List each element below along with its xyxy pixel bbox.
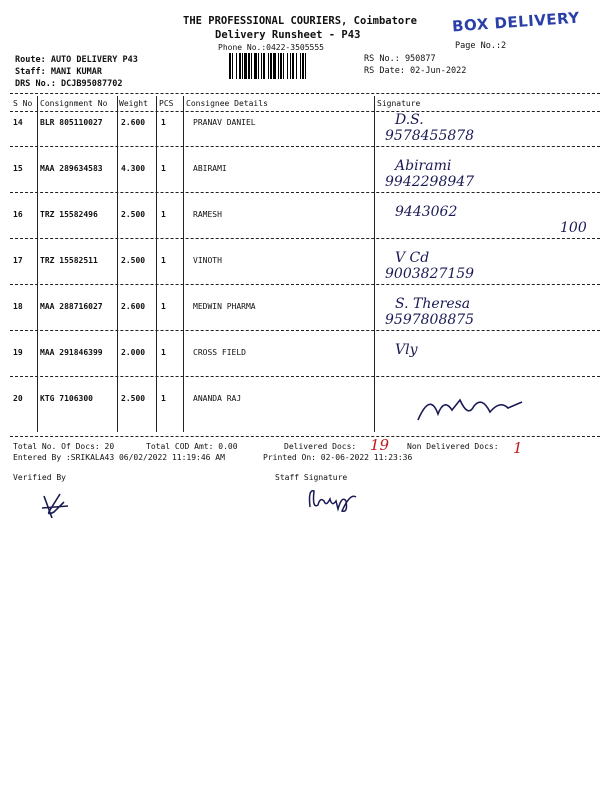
box-delivery-stamp: BOX DELIVERY: [451, 8, 581, 36]
cell-consignee: VINOTH: [193, 256, 222, 265]
non-delivered-value: 1: [513, 439, 523, 457]
non-delivered-label: Non Delivered Docs:: [407, 442, 499, 451]
signature-scribble: [412, 388, 542, 428]
total-docs: Total No. Of Docs: 20: [13, 442, 115, 451]
cell-pcs: 1: [161, 348, 166, 357]
row-divider: [10, 284, 600, 285]
column-header-pcs: PCS: [159, 99, 174, 108]
verifier-signature: [38, 488, 72, 524]
column-header-signature: Signature: [377, 99, 421, 108]
phone-number: Phone No.:0422-3505555: [218, 43, 324, 52]
cell-weight: 2.600: [121, 118, 146, 127]
cell-consignment: TRZ 15582496: [40, 210, 98, 219]
cell-sno: 16: [13, 210, 23, 219]
cell-consignee: CROSS FIELD: [193, 348, 246, 357]
page-number: Page No.:2: [455, 41, 507, 51]
cell-sno: 19: [13, 348, 23, 357]
drs-number: DRS No.: DCJB95087702: [15, 79, 123, 89]
delivered-docs-value: 19: [370, 436, 390, 454]
cell-sno: 17: [13, 256, 23, 265]
signature-phone: 100: [560, 220, 587, 236]
cell-consignment: MAA 291846399: [40, 348, 103, 357]
signature-name: V Cd: [395, 250, 430, 266]
cell-pcs: 1: [161, 302, 166, 311]
cell-consignee: ANANDA RAJ: [193, 394, 242, 403]
cell-pcs: 1: [161, 210, 166, 219]
cell-pcs: 1: [161, 394, 166, 403]
cell-sno: 20: [13, 394, 23, 403]
row-divider: [10, 376, 600, 377]
table-header-rule: [10, 111, 600, 112]
signature-name: S. Theresa: [395, 296, 471, 312]
entered-by: Entered By :SRIKALA43 06/02/2022 11:19:46 AM: [13, 453, 225, 462]
delivered-docs-label: Delivered Docs:: [284, 442, 357, 451]
staff-signature: [306, 485, 362, 515]
cell-weight: 2.600: [121, 302, 146, 311]
signature-phone: 9003827159: [385, 266, 475, 282]
company-name: THE PROFESSIONAL COURIERS, Coimbatore: [183, 15, 417, 27]
column-header-consignee: Consignee Details: [186, 99, 268, 108]
column-header-sno: S No: [13, 99, 33, 108]
cell-pcs: 1: [161, 256, 166, 265]
row-divider: [10, 146, 600, 147]
cell-sno: 15: [13, 164, 23, 173]
sheet-title: Delivery Runsheet - P43: [215, 29, 361, 41]
total-cod: Total COD Amt: 0.00: [146, 442, 238, 451]
cell-weight: 2.000: [121, 348, 146, 357]
cell-consignment: BLR 805110027: [40, 118, 103, 127]
route: Route: AUTO DELIVERY P43: [15, 55, 138, 65]
cell-consignee: ABIRAMI: [193, 164, 227, 173]
signature-name: 9443062: [395, 204, 458, 220]
rs-date: RS Date: 02-Jun-2022: [364, 66, 467, 76]
row-divider: [10, 238, 600, 239]
cell-weight: 2.500: [121, 210, 146, 219]
cell-consignee: MEDWIN PHARMA: [193, 302, 256, 311]
cell-sno: 18: [13, 302, 23, 311]
cell-weight: 2.500: [121, 394, 146, 403]
signature-phone: 9942298947: [385, 174, 475, 190]
staff-signature-label: Staff Signature: [275, 473, 348, 482]
cell-pcs: 1: [161, 164, 166, 173]
cell-consignment: MAA 288716027: [40, 302, 103, 311]
cell-consignment: KTG 7106300: [40, 394, 93, 403]
cell-consignee: PRANAV DANIEL: [193, 118, 256, 127]
row-divider: [10, 192, 600, 193]
barcode-icon: [229, 53, 357, 79]
printed-on: Printed On: 02-06-2022 11:23:36: [263, 453, 413, 462]
signature-phone: 9597808875: [385, 312, 475, 328]
cell-weight: 2.500: [121, 256, 146, 265]
verified-by-label: Verified By: [13, 473, 66, 482]
column-header-consignment: Consignment No: [40, 99, 108, 108]
cell-pcs: 1: [161, 118, 166, 127]
signature-phone: 9578455878: [385, 128, 475, 144]
cell-sno: 14: [13, 118, 23, 127]
signature-name: Abirami: [395, 158, 452, 174]
cell-weight: 4.300: [121, 164, 146, 173]
column-header-weight: Weight: [119, 99, 148, 108]
signature-name: Vly: [395, 342, 418, 358]
table-bottom-rule: [10, 436, 600, 437]
cell-consignment: MAA 289634583: [40, 164, 103, 173]
rs-number: RS No.: 950877: [364, 54, 436, 64]
table-top-rule: [10, 93, 600, 94]
cell-consignment: TRZ 15582511: [40, 256, 98, 265]
staff: Staff: MANI KUMAR: [15, 67, 102, 77]
cell-consignee: RAMESH: [193, 210, 222, 219]
row-divider: [10, 330, 600, 331]
signature-name: D.S.: [395, 112, 424, 128]
